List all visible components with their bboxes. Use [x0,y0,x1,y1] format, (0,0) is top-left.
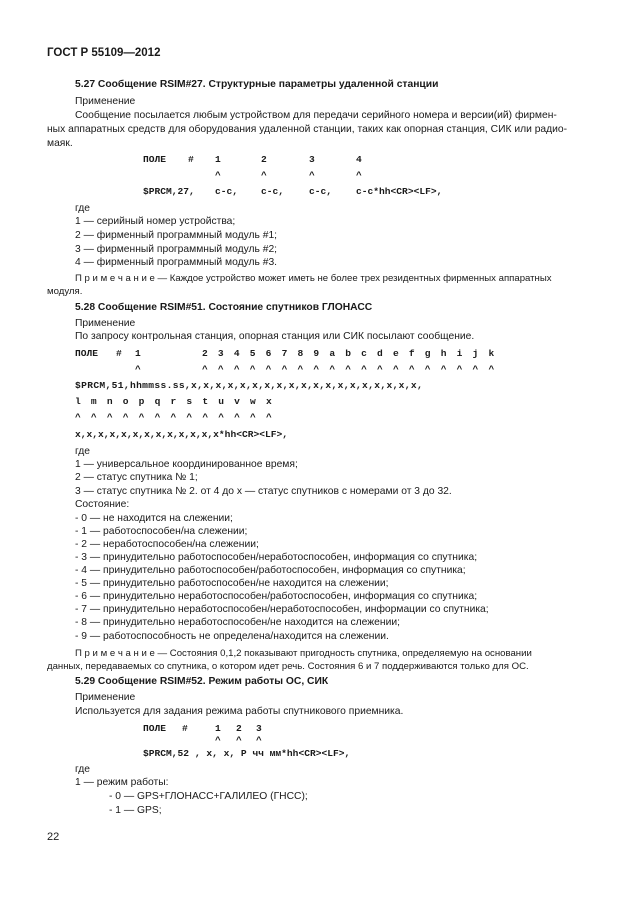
application-label: Применение [75,96,136,107]
note-line: данных, передаваемых со спутника, о котором идет речь. Состояния 6 и 7 поддерживаются только для ОС. [47,661,529,672]
format-header-token: $PRCM,27, [143,186,195,197]
page-number: 22 [47,831,60,843]
format-field-number: 2 [261,154,267,165]
state-item: - 0 — не находится на слежении; [75,513,233,524]
state-item: - 8 — принудительно неработоспособен/не находится на слежении; [75,617,400,628]
format-caret: ^ [236,735,242,746]
format-caret: ^ [309,170,315,181]
section-heading-5-28: 5.28 Сообщение RSIM#51. Состояние спутников ГЛОНАСС [75,302,373,313]
state-item: - 5 — принудительно работоспособен/не находится на слежении; [75,578,389,589]
description-line: ных аппаратных средств для оборудования удаленной станции, таких как опорная станция, СИК или радио- [47,124,568,135]
state-item: - 2 — неработоспособен/на слежении; [75,539,259,550]
description-line: По запросу контрольная станция, опорная станция или СИК посылают сообщение. [75,331,475,342]
note-text: — Каждое устройство может иметь не более трех резидентных фирменных аппаратных [157,273,552,284]
format-token: c-c, [215,186,239,197]
format-caret: ^ [256,735,262,746]
list-item: 3 — статус спутника № 2. от 4 до x — статус спутников с номерами от 3 до 32. [75,486,452,497]
note-label: П р и м е ч а н и е [75,648,155,659]
format-field-number: 4 [356,154,362,165]
application-label: Применение [75,692,136,703]
where-label: где [75,203,91,214]
list-item: 3 — фирменный программный модуль #2; [75,244,278,255]
list-item: 1 — серийный номер устройства; [75,216,236,227]
format-token: c-c, [309,186,333,197]
format-field-number: 2 [236,723,242,734]
format-carets: ^ ^ ^ ^ ^ ^ ^ ^ ^ ^ ^ ^ ^ [75,412,274,423]
format-carets: ^ ^ ^ ^ ^ ^ ^ ^ ^ ^ ^ ^ ^ ^ ^ ^ ^ ^ ^ [202,364,497,375]
format-caret: ^ [135,364,141,375]
mode-item: - 0 — GPS+ГЛОНАСС+ГАЛИЛЕО (ГНСС); [109,791,308,802]
description-line: Сообщение посылается любым устройством для передачи серийного номера и версии(ий) фирмен- [75,110,557,121]
note-line [75,273,552,284]
format-field-number: # [188,154,194,165]
format-caret: ^ [215,170,221,181]
format-field-number: 3 [309,154,315,165]
where-label: где [75,764,91,775]
format-caret: ^ [356,170,362,181]
note-line [75,648,532,659]
format-field-number: # [116,348,122,359]
format-line: $PRCM,51,hhmmss.ss,x,x,x,x,x,x,x,x,x,x,x,x,x,x,x,x,x,x,x, [75,380,424,391]
format-line: $PRCM,52 , x, x, P чч мм*hh<CR><LF>, [143,748,351,759]
section-heading-5-29: 5.29 Сообщение RSIM#52. Режим работы ОС, СИК [75,676,329,687]
format-field-number: # [182,723,188,734]
format-token: c-c*hh<CR><LF>, [356,186,443,197]
format-field-numbers: l m n o p q r s t u v w x [75,396,274,407]
state-item: - 6 — принудительно неработоспособен/работоспособен, информация со спутника; [75,591,478,602]
state-label: Состояние: [75,499,130,510]
where-label: где [75,446,91,457]
state-item: - 1 — работоспособен/на слежении; [75,526,248,537]
format-field-number: 1 [215,723,221,734]
state-item: - 3 — принудительно работоспособен/неработоспособен, информация со спутника; [75,552,478,563]
document-header: ГОСТ Р 55109—2012 [47,47,161,59]
format-field-number: 1 [215,154,221,165]
description-line: маяк. [47,138,73,149]
note-label: П р и м е ч а н и е [75,273,155,284]
list-item: 2 — фирменный программный модуль #1; [75,230,278,241]
list-item: 2 — статус спутника № 1; [75,472,198,483]
format-field-numbers: 2 3 4 5 6 7 8 9 a b c d e f g h i j k [202,348,497,359]
format-field-label: ПОЛЕ [143,723,167,734]
section-heading-5-27: 5.27 Сообщение RSIM#27. Структурные параметры удаленной станции [75,79,439,90]
format-field-number: 3 [256,723,262,734]
application-label: Применение [75,318,136,329]
mode-item: - 1 — GPS; [109,805,162,816]
state-item: - 4 — принудительно работоспособен/работоспособен, информация со спутника; [75,565,466,576]
list-item: 1 — универсальное координированное время; [75,459,298,470]
format-field-number: 1 [135,348,141,359]
list-item: 4 — фирменный программный модуль #3. [75,257,278,268]
format-field-label: ПОЛЕ [75,348,99,359]
description-line: Используется для задания режима работы спутникового приемника. [75,706,404,717]
format-caret: ^ [261,170,267,181]
format-line: x,x,x,x,x,x,x,x,x,x,x,x,x*hh<CR><LF>, [75,429,289,440]
format-caret: ^ [215,735,221,746]
format-field-label: ПОЛЕ [143,154,167,165]
note-text: — Состояния 0,1,2 показывают пригодность спутника, определяемую на основании [157,648,532,659]
state-item: - 7 — принудительно неработоспособен/неработоспособен, информации со спутника; [75,604,489,615]
format-token: c-c, [261,186,285,197]
note-line: модуля. [47,286,83,297]
state-item: - 9 — работоспособность не определена/находится на слежении. [75,631,389,642]
list-item: 1 — режим работы: [75,777,169,788]
